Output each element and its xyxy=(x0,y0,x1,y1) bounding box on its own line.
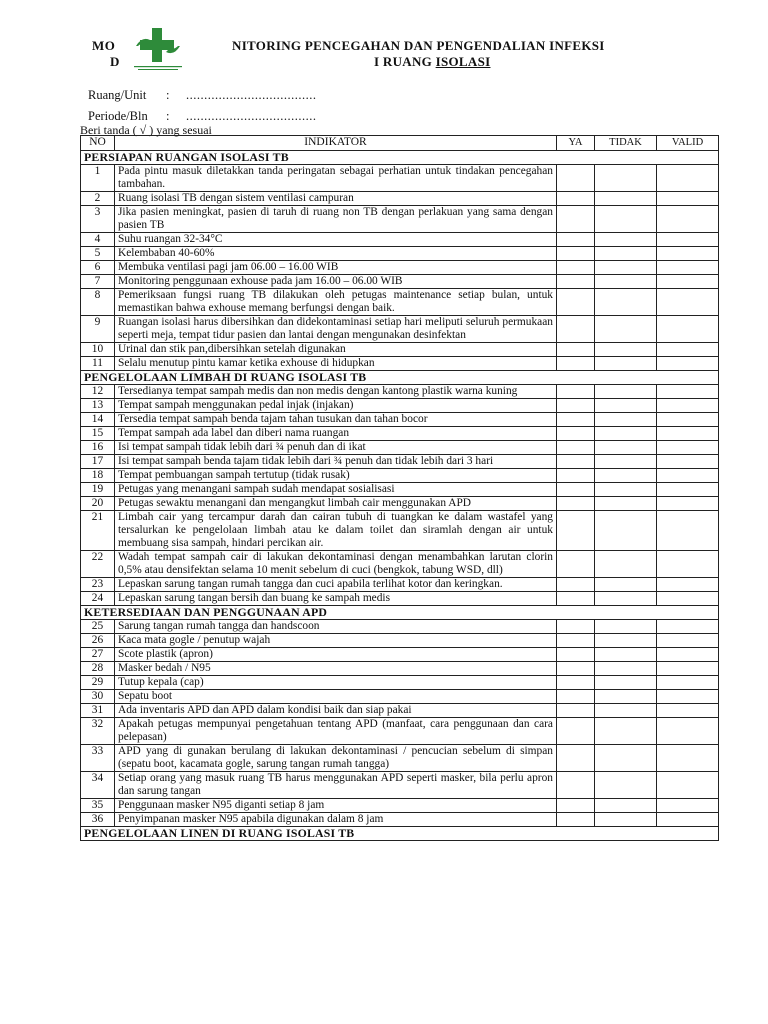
item-number: 5 xyxy=(81,247,115,261)
item-indikator: Tempat pembuangan sampah tertutup (tidak rusak) xyxy=(115,469,557,483)
checkbox-cell-ya[interactable] xyxy=(557,718,595,745)
field-separator: : xyxy=(166,88,170,102)
item-indikator: Isi tempat sampah benda tajam tidak lebih dari ¾ penuh dan tidak lebih dari 3 hari xyxy=(115,455,557,469)
document-title-line1: NITORING PENCEGAHAN DAN PENGENDALIAN INFEKSI xyxy=(232,38,605,53)
item-number: 1 xyxy=(81,165,115,192)
item-indikator: Urinal dan stik pan,dibersihkan setelah digunakan xyxy=(115,343,557,357)
checkbox-cell-ya[interactable] xyxy=(557,233,595,247)
checkbox-cell-tidak[interactable] xyxy=(595,676,657,690)
item-number: 6 xyxy=(81,261,115,275)
item-number: 22 xyxy=(81,551,115,578)
checkbox-cell-tidak[interactable] xyxy=(595,799,657,813)
checkbox-cell-tidak[interactable] xyxy=(595,357,657,371)
table-row xyxy=(81,192,719,206)
checkbox-cell-ya[interactable] xyxy=(557,343,595,357)
item-number: 16 xyxy=(81,441,115,455)
table-row xyxy=(81,648,719,662)
item-indikator: Penggunaan masker N95 diganti setiap 8 jam xyxy=(115,799,557,813)
table-row xyxy=(81,718,719,745)
checkbox-cell-ya[interactable] xyxy=(557,165,595,192)
checkbox-cell-tidak[interactable] xyxy=(595,551,657,578)
checkbox-cell-tidak[interactable] xyxy=(595,455,657,469)
item-indikator: Masker bedah / N95 xyxy=(115,662,557,676)
item-indikator: Tersedia tempat sampah benda tajam tahan tusukan dan tahan bocor xyxy=(115,413,557,427)
checkbox-cell-valid[interactable] xyxy=(657,399,719,413)
table-row xyxy=(81,772,719,799)
section-title: PERSIAPAN RUANGAN ISOLASI TB xyxy=(81,151,719,165)
item-indikator: Jika pasien meningkat, pasien di taruh di ruang non TB dengan perlakuan yang sama dengan pasien TB xyxy=(115,206,557,233)
checkbox-cell-ya[interactable] xyxy=(557,799,595,813)
checkbox-cell-ya[interactable] xyxy=(557,704,595,718)
field-periode-bln-value[interactable]: .................................... xyxy=(186,109,317,123)
section-row xyxy=(81,606,719,620)
item-number: 25 xyxy=(81,620,115,634)
checkbox-cell-ya[interactable] xyxy=(557,813,595,827)
checkbox-cell-ya[interactable] xyxy=(557,469,595,483)
checkbox-cell-ya[interactable] xyxy=(557,413,595,427)
section-row xyxy=(81,371,719,385)
table-row xyxy=(81,289,719,316)
item-indikator: Kaca mata gogle / penutup wajah xyxy=(115,634,557,648)
checkbox-cell-tidak[interactable] xyxy=(595,261,657,275)
item-number: 27 xyxy=(81,648,115,662)
checkbox-cell-ya[interactable] xyxy=(557,551,595,578)
table-row xyxy=(81,385,719,399)
checkbox-cell-tidak[interactable] xyxy=(595,497,657,511)
item-indikator: Tutup kepala (cap) xyxy=(115,676,557,690)
table-row xyxy=(81,483,719,497)
hospital-cross-logo-icon xyxy=(128,24,188,74)
item-number: 24 xyxy=(81,592,115,606)
checkbox-cell-valid[interactable] xyxy=(657,192,719,206)
item-number: 4 xyxy=(81,233,115,247)
column-header-ya: YA xyxy=(557,136,595,151)
item-indikator: Setiap orang yang masuk ruang TB harus menggunakan APD seperti masker, bila perlu apron dan sarung tangan xyxy=(115,772,557,799)
checkbox-cell-ya[interactable] xyxy=(557,289,595,316)
checkbox-cell-valid[interactable] xyxy=(657,343,719,357)
field-separator: : xyxy=(166,109,170,123)
checkbox-cell-valid[interactable] xyxy=(657,427,719,441)
checkbox-cell-tidak[interactable] xyxy=(595,427,657,441)
item-indikator: Petugas sewaktu menangani dan mengangkut limbah cair menggunakan APD xyxy=(115,497,557,511)
item-number: 11 xyxy=(81,357,115,371)
checkbox-cell-tidak[interactable] xyxy=(595,385,657,399)
checkbox-cell-tidak[interactable] xyxy=(595,718,657,745)
checkbox-cell-tidak[interactable] xyxy=(595,662,657,676)
checkbox-cell-valid[interactable] xyxy=(657,813,719,827)
item-number: 26 xyxy=(81,634,115,648)
checkbox-cell-valid[interactable] xyxy=(657,289,719,316)
item-number: 9 xyxy=(81,316,115,343)
field-label: Periode/Bln xyxy=(88,109,148,123)
checkbox-cell-valid[interactable] xyxy=(657,469,719,483)
checkbox-cell-ya[interactable] xyxy=(557,247,595,261)
checkbox-cell-tidak[interactable] xyxy=(595,704,657,718)
checkbox-cell-tidak[interactable] xyxy=(595,413,657,427)
table-row xyxy=(81,455,719,469)
table-row xyxy=(81,441,719,455)
item-number: 12 xyxy=(81,385,115,399)
item-number: 23 xyxy=(81,578,115,592)
checkbox-cell-ya[interactable] xyxy=(557,634,595,648)
checkbox-cell-valid[interactable] xyxy=(657,799,719,813)
item-indikator: Apakah petugas mempunyai pengetahuan tentang APD (manfaat, cara penggunaan dan cara pelepasan) xyxy=(115,718,557,745)
item-indikator: Lepaskan sarung tangan bersih dan buang ke sampah medis xyxy=(115,592,557,606)
checkbox-cell-valid[interactable] xyxy=(657,275,719,289)
checkbox-cell-ya[interactable] xyxy=(557,385,595,399)
checkbox-cell-tidak[interactable] xyxy=(595,578,657,592)
checkbox-cell-ya[interactable] xyxy=(557,648,595,662)
document-title-line2 xyxy=(374,54,490,70)
checkbox-cell-tidak[interactable] xyxy=(595,165,657,192)
item-indikator: Monitoring penggunaan exhouse pada jam 16.00 – 06.00 WIB xyxy=(115,275,557,289)
checkbox-cell-valid[interactable] xyxy=(657,441,719,455)
table-row xyxy=(81,551,719,578)
section-row xyxy=(81,827,719,841)
table-row xyxy=(81,399,719,413)
item-indikator: Sarung tangan rumah tangga dan handscoon xyxy=(115,620,557,634)
checkbox-cell-valid[interactable] xyxy=(657,592,719,606)
table-row xyxy=(81,813,719,827)
checkbox-cell-ya[interactable] xyxy=(557,676,595,690)
checkbox-cell-tidak[interactable] xyxy=(595,206,657,233)
table-row xyxy=(81,316,719,343)
checkbox-cell-ya[interactable] xyxy=(557,497,595,511)
checkbox-cell-ya[interactable] xyxy=(557,357,595,371)
checkbox-cell-ya[interactable] xyxy=(557,620,595,634)
item-indikator: Ruang isolasi TB dengan sistem ventilasi campuran xyxy=(115,192,557,206)
checkbox-cell-ya[interactable] xyxy=(557,690,595,704)
checkbox-cell-ya[interactable] xyxy=(557,206,595,233)
checkbox-cell-tidak[interactable] xyxy=(595,648,657,662)
checkbox-cell-valid[interactable] xyxy=(657,413,719,427)
checkbox-cell-tidak[interactable] xyxy=(595,469,657,483)
section-row xyxy=(81,151,719,165)
item-number: 21 xyxy=(81,511,115,551)
column-header-tidak: TIDAK xyxy=(595,136,657,151)
checkbox-cell-valid[interactable] xyxy=(657,247,719,261)
item-number: 30 xyxy=(81,690,115,704)
item-number: 10 xyxy=(81,343,115,357)
checkbox-cell-ya[interactable] xyxy=(557,662,595,676)
checkbox-cell-valid[interactable] xyxy=(657,385,719,399)
section-title: PENGELOLAAN LIMBAH DI RUANG ISOLASI TB xyxy=(81,371,719,385)
item-indikator: Penyimpanan masker N95 apabila digunakan dalam 8 jam xyxy=(115,813,557,827)
item-number: 8 xyxy=(81,289,115,316)
checkbox-cell-valid[interactable] xyxy=(657,511,719,551)
checkbox-cell-tidak[interactable] xyxy=(595,343,657,357)
table-row xyxy=(81,592,719,606)
item-indikator: Kelembaban 40-60% xyxy=(115,247,557,261)
checkbox-cell-valid[interactable] xyxy=(657,497,719,511)
item-number: 3 xyxy=(81,206,115,233)
checkbox-cell-tidak[interactable] xyxy=(595,192,657,206)
item-number: 18 xyxy=(81,469,115,483)
checkbox-cell-ya[interactable] xyxy=(557,483,595,497)
checkbox-cell-ya[interactable] xyxy=(557,316,595,343)
item-number: 32 xyxy=(81,718,115,745)
checkbox-cell-ya[interactable] xyxy=(557,441,595,455)
checkbox-cell-ya[interactable] xyxy=(557,511,595,551)
table-row xyxy=(81,511,719,551)
field-ruang-unit xyxy=(88,88,317,103)
checkbox-cell-tidak[interactable] xyxy=(595,592,657,606)
table-row xyxy=(81,427,719,441)
table-row xyxy=(81,261,719,275)
checkbox-cell-valid[interactable] xyxy=(657,357,719,371)
field-ruang-unit-value[interactable]: .................................... xyxy=(186,88,317,102)
checkbox-cell-valid[interactable] xyxy=(657,206,719,233)
checkbox-cell-tidak[interactable] xyxy=(595,620,657,634)
checkbox-cell-tidak[interactable] xyxy=(595,772,657,799)
item-number: 36 xyxy=(81,813,115,827)
header-d: D xyxy=(110,54,120,69)
checkbox-cell-ya[interactable] xyxy=(557,592,595,606)
document-title-prefix: I RUANG xyxy=(374,54,436,69)
item-number: 28 xyxy=(81,662,115,676)
checkbox-cell-valid[interactable] xyxy=(657,718,719,745)
table-row xyxy=(81,662,719,676)
checklist-table xyxy=(80,135,719,841)
checkbox-cell-ya[interactable] xyxy=(557,192,595,206)
checkbox-cell-tidak[interactable] xyxy=(595,289,657,316)
item-indikator: Wadah tempat sampah cair di lakukan dekontaminasi dengan menambahkan larutan clorin 0,5% atau densifektan selama 10 menit sebelum di cuci (bengkok, tabung WSD, dll) xyxy=(115,551,557,578)
item-number: 17 xyxy=(81,455,115,469)
table-row xyxy=(81,578,719,592)
item-number: 29 xyxy=(81,676,115,690)
checkbox-cell-valid[interactable] xyxy=(657,662,719,676)
item-indikator: Tempat sampah menggunakan pedal injak (injakan) xyxy=(115,399,557,413)
checkbox-cell-tidak[interactable] xyxy=(595,690,657,704)
checkbox-cell-valid[interactable] xyxy=(657,261,719,275)
checkbox-cell-tidak[interactable] xyxy=(595,275,657,289)
checkbox-cell-valid[interactable] xyxy=(657,634,719,648)
table-row xyxy=(81,676,719,690)
table-header-row xyxy=(81,136,719,151)
table-row xyxy=(81,413,719,427)
checkbox-cell-tidak[interactable] xyxy=(595,441,657,455)
item-indikator: Ada inventaris APD dan APD dalam kondisi baik dan siap pakai xyxy=(115,704,557,718)
checkbox-cell-valid[interactable] xyxy=(657,648,719,662)
checkbox-cell-ya[interactable] xyxy=(557,578,595,592)
checkbox-cell-valid[interactable] xyxy=(657,772,719,799)
table-row xyxy=(81,634,719,648)
section-title: KETERSEDIAAN DAN PENGGUNAAN APD xyxy=(81,606,719,620)
table-row xyxy=(81,745,719,772)
checkbox-cell-tidak[interactable] xyxy=(595,745,657,772)
item-number: 20 xyxy=(81,497,115,511)
checkbox-cell-valid[interactable] xyxy=(657,165,719,192)
field-label: Ruang/Unit xyxy=(88,88,147,102)
item-indikator: Petugas yang menangani sampah sudah mendapat sosialisasi xyxy=(115,483,557,497)
checkbox-cell-valid[interactable] xyxy=(657,704,719,718)
checkbox-cell-ya[interactable] xyxy=(557,427,595,441)
checkbox-cell-tidak[interactable] xyxy=(595,316,657,343)
item-indikator: Pada pintu masuk diletakkan tanda peringatan sebagai perhatian untuk tindakan pencegahan tambahan. xyxy=(115,165,557,192)
table-row xyxy=(81,233,719,247)
table-row xyxy=(81,343,719,357)
checkbox-cell-tidak[interactable] xyxy=(595,247,657,261)
item-indikator: Pemeriksaan fungsi ruang TB dilakukan oleh petugas maintenance setiap bulan, untuk memastikan bahwa exhouse memang berfungsi dengan baik. xyxy=(115,289,557,316)
item-number: 15 xyxy=(81,427,115,441)
checkbox-cell-valid[interactable] xyxy=(657,316,719,343)
item-number: 35 xyxy=(81,799,115,813)
document-title-isolasi: ISOLASI xyxy=(435,54,491,69)
instruction-text: Beri tanda ( √ ) yang sesuai xyxy=(80,123,212,137)
checkbox-cell-tidak[interactable] xyxy=(595,511,657,551)
checkbox-cell-valid[interactable] xyxy=(657,578,719,592)
item-number: 7 xyxy=(81,275,115,289)
item-indikator: Membuka ventilasi pagi jam 06.00 – 16.00 WIB xyxy=(115,261,557,275)
checkbox-cell-tidak[interactable] xyxy=(595,233,657,247)
item-indikator: Isi tempat sampah tidak lebih dari ¾ penuh dan di ikat xyxy=(115,441,557,455)
checkbox-cell-ya[interactable] xyxy=(557,772,595,799)
item-indikator: Tersedianya tempat sampah medis dan non medis dengan kantong plastik warna kuning xyxy=(115,385,557,399)
checkbox-cell-ya[interactable] xyxy=(557,745,595,772)
table-row xyxy=(81,165,719,192)
item-number: 34 xyxy=(81,772,115,799)
item-number: 2 xyxy=(81,192,115,206)
item-number: 13 xyxy=(81,399,115,413)
checkbox-cell-tidak[interactable] xyxy=(595,634,657,648)
item-indikator: APD yang di gunakan berulang di lakukan dekontaminasi / pencucian sebelum di simpan (sepatu boot, kacamata gogle, sarung tangan rumah tangga) xyxy=(115,745,557,772)
column-header-valid: VALID xyxy=(657,136,719,151)
checkbox-cell-valid[interactable] xyxy=(657,483,719,497)
checkbox-cell-ya[interactable] xyxy=(557,275,595,289)
table-row xyxy=(81,469,719,483)
checkbox-cell-tidak[interactable] xyxy=(595,399,657,413)
item-indikator: Sepatu boot xyxy=(115,690,557,704)
item-number: 19 xyxy=(81,483,115,497)
field-periode-bln xyxy=(88,109,317,124)
checkbox-cell-valid[interactable] xyxy=(657,620,719,634)
table-row xyxy=(81,247,719,261)
item-indikator: Ruangan isolasi harus dibersihkan dan didekontaminasi setiap hari meliputi seluruh permukaan seperti meja, tempat tidur pasien dan lantai dengan mengunakan desinfektan xyxy=(115,316,557,343)
item-number: 14 xyxy=(81,413,115,427)
checkbox-cell-ya[interactable] xyxy=(557,261,595,275)
item-indikator: Tempat sampah ada label dan diberi nama ruangan xyxy=(115,427,557,441)
item-indikator: Suhu ruangan 32-34°C xyxy=(115,233,557,247)
checkbox-cell-valid[interactable] xyxy=(657,551,719,578)
item-indikator: Scote plastik (apron) xyxy=(115,648,557,662)
item-indikator: Limbah cair yang tercampur darah dan cairan tubuh di tuangkan ke dalam wastafel yang tersalurkan ke pengelolaan limbah atau ke dalam toilet dan siramlah dengan air untuk membuang sisa sampah, hindari percikan air. xyxy=(115,511,557,551)
checkbox-cell-valid[interactable] xyxy=(657,676,719,690)
checkbox-cell-valid[interactable] xyxy=(657,690,719,704)
header-mo: MO xyxy=(92,38,116,53)
checkbox-cell-valid[interactable] xyxy=(657,233,719,247)
table-row xyxy=(81,357,719,371)
table-row xyxy=(81,690,719,704)
item-indikator: Selalu menutup pintu kamar ketika exhouse di hidupkan xyxy=(115,357,557,371)
table-row xyxy=(81,275,719,289)
checkbox-cell-ya[interactable] xyxy=(557,399,595,413)
table-row xyxy=(81,704,719,718)
checkbox-cell-tidak[interactable] xyxy=(595,813,657,827)
checkbox-cell-valid[interactable] xyxy=(657,455,719,469)
column-header-no: NO xyxy=(81,136,115,151)
checkbox-cell-valid[interactable] xyxy=(657,745,719,772)
table-row xyxy=(81,206,719,233)
table-row xyxy=(81,620,719,634)
column-header-indikator: INDIKATOR xyxy=(115,136,557,151)
item-number: 33 xyxy=(81,745,115,772)
checkbox-cell-tidak[interactable] xyxy=(595,483,657,497)
item-indikator: Lepaskan sarung tangan rumah tangga dan cuci apabila terlihat kotor dan keringkan. xyxy=(115,578,557,592)
section-title: PENGELOLAAN LINEN DI RUANG ISOLASI TB xyxy=(81,827,719,841)
table-row xyxy=(81,497,719,511)
item-number: 31 xyxy=(81,704,115,718)
checkbox-cell-ya[interactable] xyxy=(557,455,595,469)
table-row xyxy=(81,799,719,813)
